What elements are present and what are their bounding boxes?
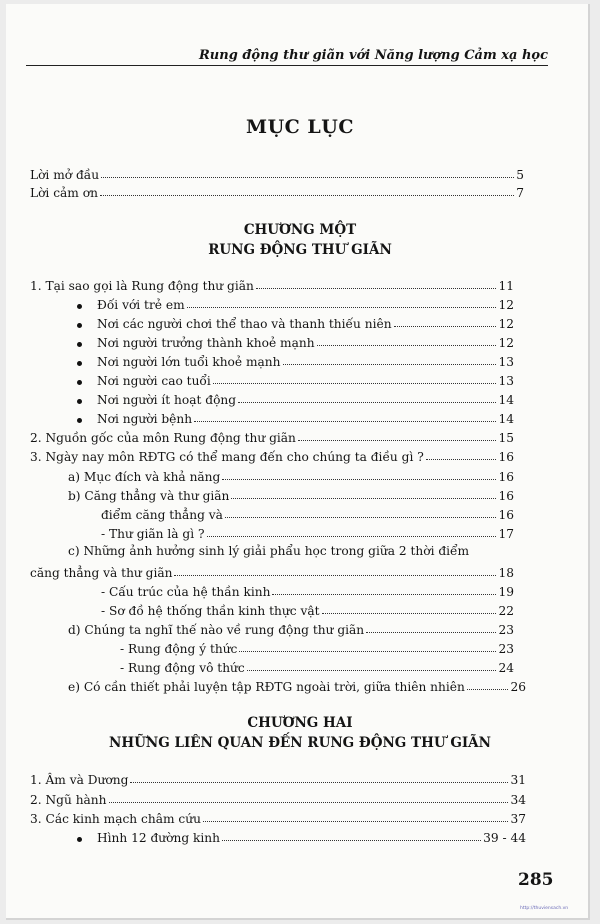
toc-entry[interactable] (30, 446, 514, 464)
toc-entry[interactable] (120, 657, 514, 675)
toc-label: căng thẳng và thư giãn (30, 566, 173, 580)
toc-entry[interactable] (68, 676, 526, 694)
leader-dots (394, 326, 497, 327)
toc-label: e) Có cần thiết phải luyện tập RĐTG ngoài trời, giữa thiên nhiên (68, 680, 465, 694)
chapter-two-subtitle: NHỮNG LIÊN QUAN ĐẾN RUNG ĐỘNG THƯ GIÃN (109, 735, 491, 751)
toc-label: Nơi người trưởng thành khoẻ mạnh (97, 336, 315, 350)
toc-entry[interactable] (30, 562, 514, 580)
toc-entry[interactable] (97, 389, 514, 407)
toc-entry[interactable] (97, 313, 514, 331)
toc-entry[interactable] (30, 808, 526, 826)
toc-page: 12 (498, 298, 514, 312)
leader-dots (298, 440, 497, 441)
toc-entry[interactable] (97, 827, 526, 845)
leader-dots (130, 782, 508, 783)
toc-label: Lời cảm ơn (30, 186, 98, 200)
toc-label: 2. Ngũ hành (30, 793, 107, 807)
leader-dots (174, 575, 496, 576)
toc-page: 5 (516, 168, 524, 182)
toc-page: 23 (498, 623, 514, 637)
footer-url[interactable]: http://thuviensach.vn (520, 906, 569, 911)
page-title: MỤC LỤC (246, 116, 354, 138)
toc-page: 12 (498, 336, 514, 350)
chapter-one-subtitle: RUNG ĐỘNG THƯ GIÃN (208, 242, 392, 258)
leader-dots (467, 689, 509, 690)
toc-page: 7 (516, 186, 524, 200)
toc-page: 24 (498, 661, 514, 675)
leader-dots (231, 498, 496, 499)
toc-label: Nơi người bệnh (97, 412, 193, 426)
toc-page: 14 (498, 393, 514, 407)
toc-page: 18 (498, 566, 514, 580)
toc-page: 16 (498, 450, 514, 464)
toc-page: 17 (498, 527, 514, 541)
toc-page: 37 (510, 812, 526, 826)
toc-entry[interactable] (97, 370, 514, 388)
leader-dots (100, 195, 514, 196)
toc-page: 34 (510, 793, 526, 807)
leader-dots (322, 613, 497, 614)
bullet-icon (77, 837, 82, 842)
toc-page: 13 (498, 355, 514, 369)
toc-label: 3. Ngày nay môn RĐTG có thể mang đến cho chúng ta điều gì ? (30, 450, 424, 464)
chapter-two-heading: CHƯƠNG HAI (247, 715, 353, 731)
toc-entry[interactable] (120, 638, 514, 656)
toc-label: Hình 12 đường kinh (97, 831, 220, 845)
toc-label: 2. Nguồn gốc của môn Rung động thư giãn (30, 431, 296, 445)
toc-label: Nơi người lớn tuổi khoẻ mạnh (97, 355, 281, 369)
leader-dots (194, 421, 496, 422)
toc-entry[interactable] (30, 182, 524, 200)
toc-label: - Thư giãn là gì ? (101, 527, 205, 541)
toc-label: Đối với trẻ em (97, 298, 185, 312)
bullet-icon (77, 323, 82, 328)
chapter-one-heading: CHƯƠNG MỘT (243, 222, 357, 238)
leader-dots (225, 517, 497, 518)
bullet-icon (77, 342, 82, 347)
toc-label: - Cấu trúc của hệ thần kinh (101, 585, 271, 599)
toc-entry[interactable] (97, 332, 514, 350)
toc-page: 16 (498, 508, 514, 522)
leader-dots (256, 288, 497, 289)
toc-entry[interactable] (30, 769, 526, 787)
toc-entry[interactable] (68, 619, 514, 637)
toc-label: - Rung động vô thức (120, 661, 245, 675)
leader-dots (366, 632, 496, 633)
toc-page: 26 (510, 680, 526, 694)
toc-label: - Sơ đồ hệ thống thần kinh thực vật (101, 604, 320, 618)
toc-label: d) Chúng ta nghĩ thế nào về rung động thư giãn (68, 623, 365, 637)
toc-label: điểm căng thẳng và (101, 508, 223, 522)
toc-label: - Rung động ý thức (120, 642, 238, 656)
toc-label: 1. Tại sao gọi là Rung động thư giãn (30, 279, 254, 293)
toc-entry[interactable] (30, 164, 524, 182)
leader-dots (101, 177, 514, 178)
leader-dots (109, 802, 509, 803)
toc-label: b) Căng thẳng và thư giãn (68, 489, 230, 503)
leader-dots (317, 345, 497, 346)
toc-entry-continued[interactable]: c) Những ảnh hưởng sinh lý giải phẩu học trong giữa 2 thời điểm (68, 544, 470, 558)
leader-dots (222, 840, 481, 841)
toc-entry[interactable] (68, 466, 514, 484)
toc-label: 1. Âm và Dương (30, 773, 129, 787)
toc-page: 11 (498, 279, 514, 293)
toc-page: 12 (498, 317, 514, 331)
toc-page: 19 (498, 585, 514, 599)
toc-page: 13 (498, 374, 514, 388)
page-number: 285 (518, 870, 554, 890)
leader-dots (272, 594, 496, 595)
toc-label: Nơi người cao tuổi (97, 374, 211, 388)
leader-dots (222, 479, 496, 480)
toc-entry[interactable] (97, 351, 514, 369)
running-header: Rung động thư giãn với Năng lượng Cảm xạ học (26, 48, 548, 66)
toc-page: 15 (498, 431, 514, 445)
leader-dots (426, 459, 497, 460)
leader-dots (187, 307, 497, 308)
toc-entry[interactable] (101, 504, 514, 522)
toc-page: 22 (498, 604, 514, 618)
leader-dots (213, 383, 497, 384)
leader-dots (203, 821, 509, 822)
leader-dots (207, 536, 497, 537)
leader-dots (247, 670, 497, 671)
toc-label: Lời mở đầu (30, 168, 100, 182)
toc-label: Nơi các người chơi thể thao và thanh thiếu niên (97, 317, 392, 331)
toc-page: 39 - 44 (483, 831, 526, 845)
bullet-icon (77, 304, 82, 309)
toc-label: a) Mục đích và khả năng (68, 470, 221, 484)
toc-page: 14 (498, 412, 514, 426)
toc-page: 23 (498, 642, 514, 656)
leader-dots (239, 651, 496, 652)
toc-entry[interactable] (97, 408, 514, 426)
bullet-icon (77, 380, 82, 385)
toc-page: 16 (498, 489, 514, 503)
toc-entry[interactable] (68, 485, 514, 503)
toc-entry[interactable] (101, 581, 514, 599)
toc-label: Nơi người ít hoạt động (97, 393, 237, 407)
toc-entry[interactable] (97, 294, 514, 312)
toc-entry[interactable] (30, 427, 514, 445)
toc-entry[interactable] (101, 600, 514, 618)
bullet-icon (77, 418, 82, 423)
bullet-icon (77, 399, 82, 404)
toc-label: 3. Các kinh mạch châm cứu (30, 812, 201, 826)
toc-page: 31 (510, 773, 526, 787)
toc-entry[interactable] (30, 275, 514, 293)
leader-dots (238, 402, 496, 403)
leader-dots (283, 364, 497, 365)
toc-page: 16 (498, 470, 514, 484)
toc-entry[interactable] (30, 789, 526, 807)
bullet-icon (77, 361, 82, 366)
toc-entry[interactable] (101, 523, 514, 541)
